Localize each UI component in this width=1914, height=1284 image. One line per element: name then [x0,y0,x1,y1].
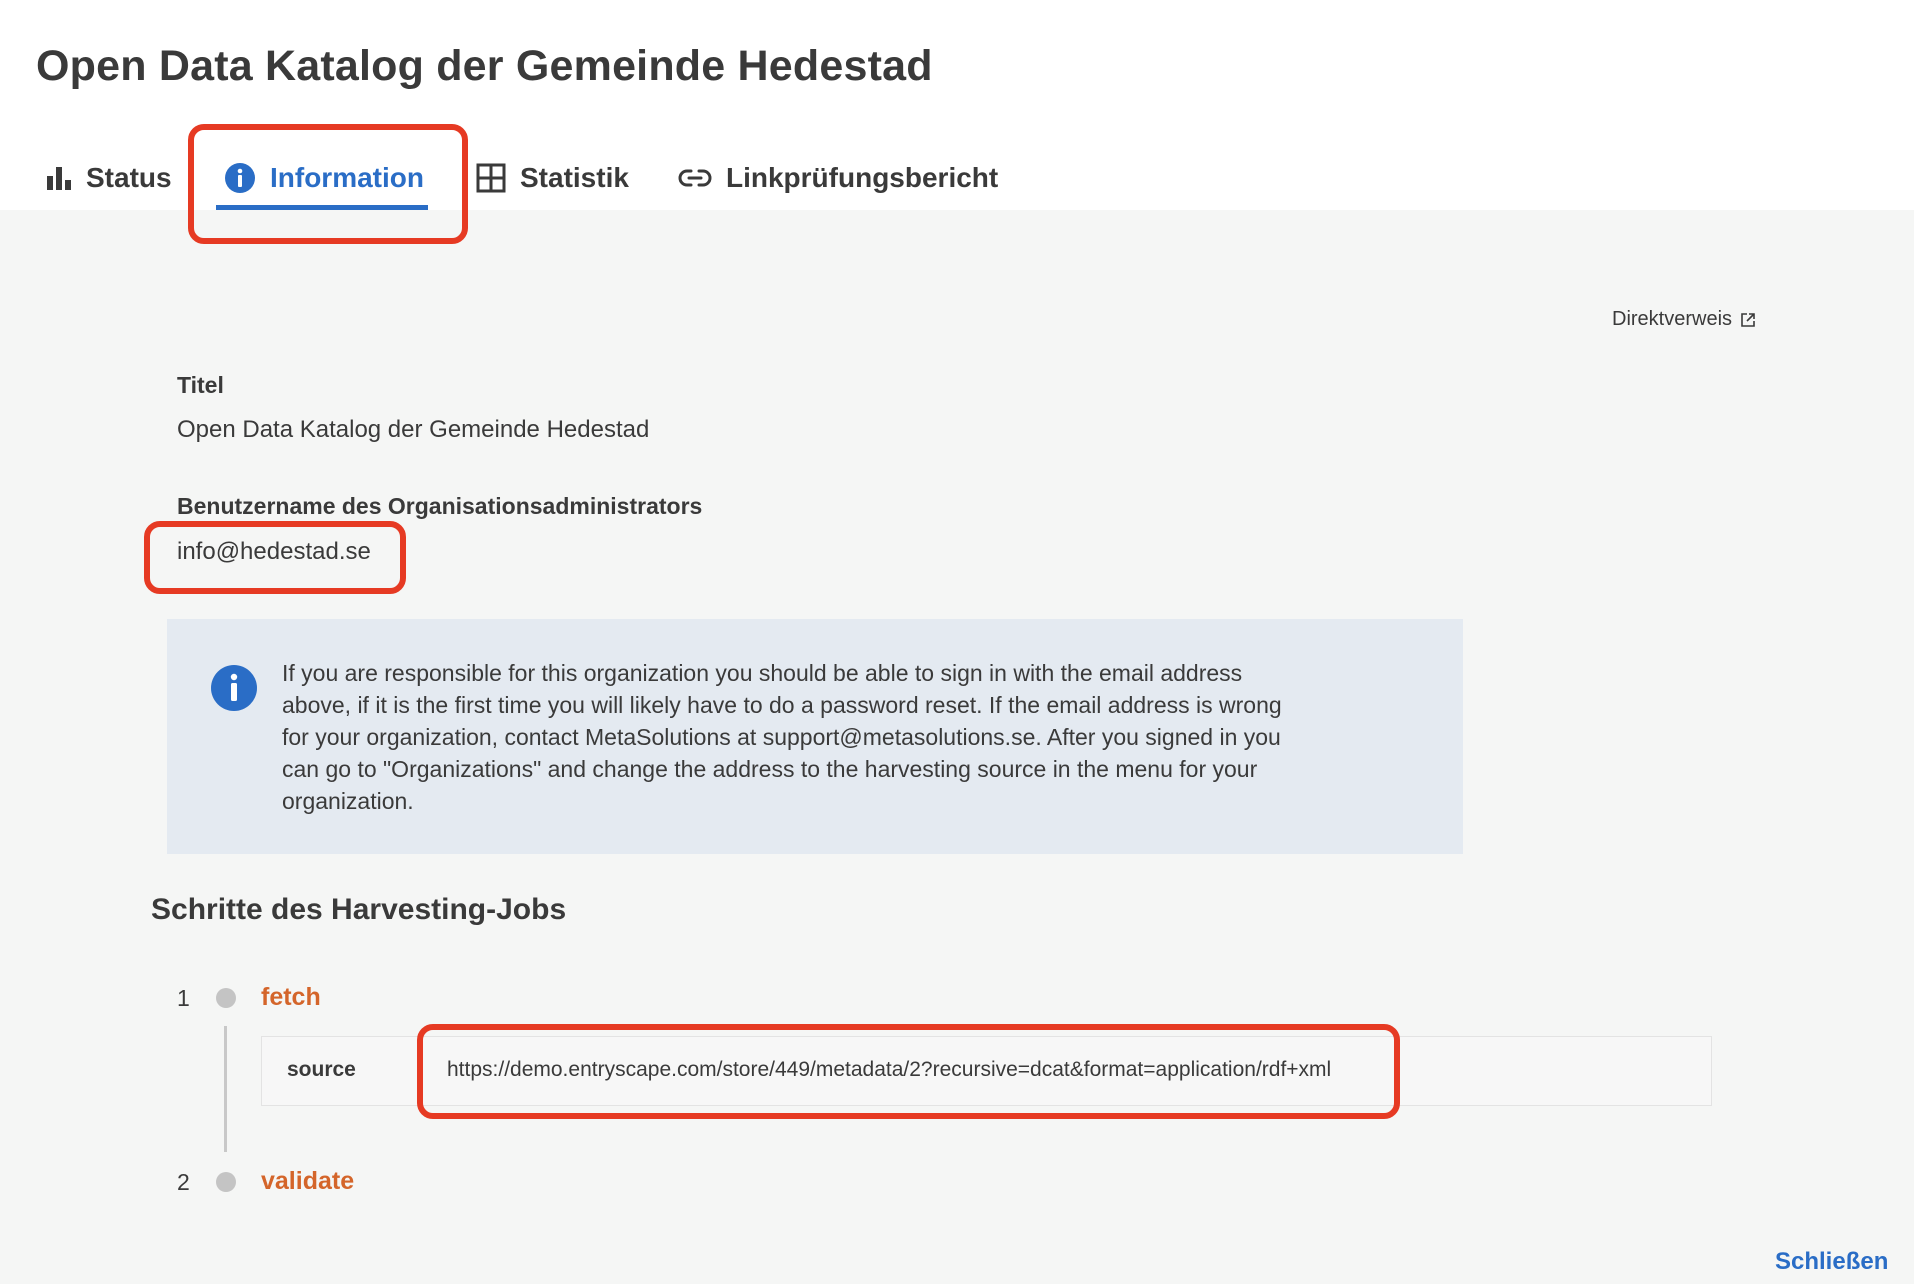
tab-information-label: Information [270,162,424,193]
admin-field-value: info@hedestad.se [177,538,371,565]
param-value-source: https://demo.entryscape.com/store/449/metadata/2?recursive=dcat&format=application/rdf+xml [447,1058,1332,1081]
step-name-validate: validate [261,1167,355,1195]
step-marker [216,988,236,1008]
tab-statistik[interactable] [476,150,629,206]
step-connector [224,1026,227,1152]
direct-link-label: Direktverweis [1612,308,1733,330]
table-grid-icon [476,163,506,193]
step-marker [216,1172,236,1192]
step-number: 1 [177,985,190,1011]
tab-statistik-label: Statistik [520,162,629,193]
info-icon [210,664,258,717]
info-icon [224,162,256,194]
title-field-label: Titel [177,372,224,398]
tab-information[interactable] [224,150,424,206]
param-key-source: source [287,1058,356,1081]
info-notice [167,619,1463,854]
page-title: Open Data Katalog der Gemeinde Hedestad [36,42,933,90]
title-field-value: Open Data Katalog der Gemeinde Hedestad [177,416,650,443]
info-notice-text: If you are responsible for this organization you should be able to sign in with the email address above, if it is the first time you will likely have to do a password reset. If the email address is wrong for your organization, contact MetaSolutions at support@metasolutions.se. After you signed in you can go to "Organizations" and change the address to the harvesting source in the menu for your organization. [282,660,1282,814]
close-button[interactable]: Schließen [1775,1248,1889,1275]
external-link-icon [1740,312,1756,328]
step-number: 2 [177,1169,190,1195]
direct-link[interactable] [1612,308,1756,331]
admin-field-label: Benutzername des Organisationsadministrators [177,493,703,519]
active-tab-indicator [216,205,428,210]
tab-linkpruefungsbericht[interactable] [678,150,998,206]
bar-chart-icon [46,165,72,191]
tab-linkpruefungsbericht-label: Linkprüfungsbericht [726,162,999,193]
tab-status-label: Status [86,162,172,193]
step-name-fetch: fetch [261,983,321,1011]
header [0,0,1914,210]
harvesting-steps-title: Schritte des Harvesting-Jobs [151,893,567,926]
link-icon [678,167,712,189]
tab-status[interactable] [46,150,172,206]
